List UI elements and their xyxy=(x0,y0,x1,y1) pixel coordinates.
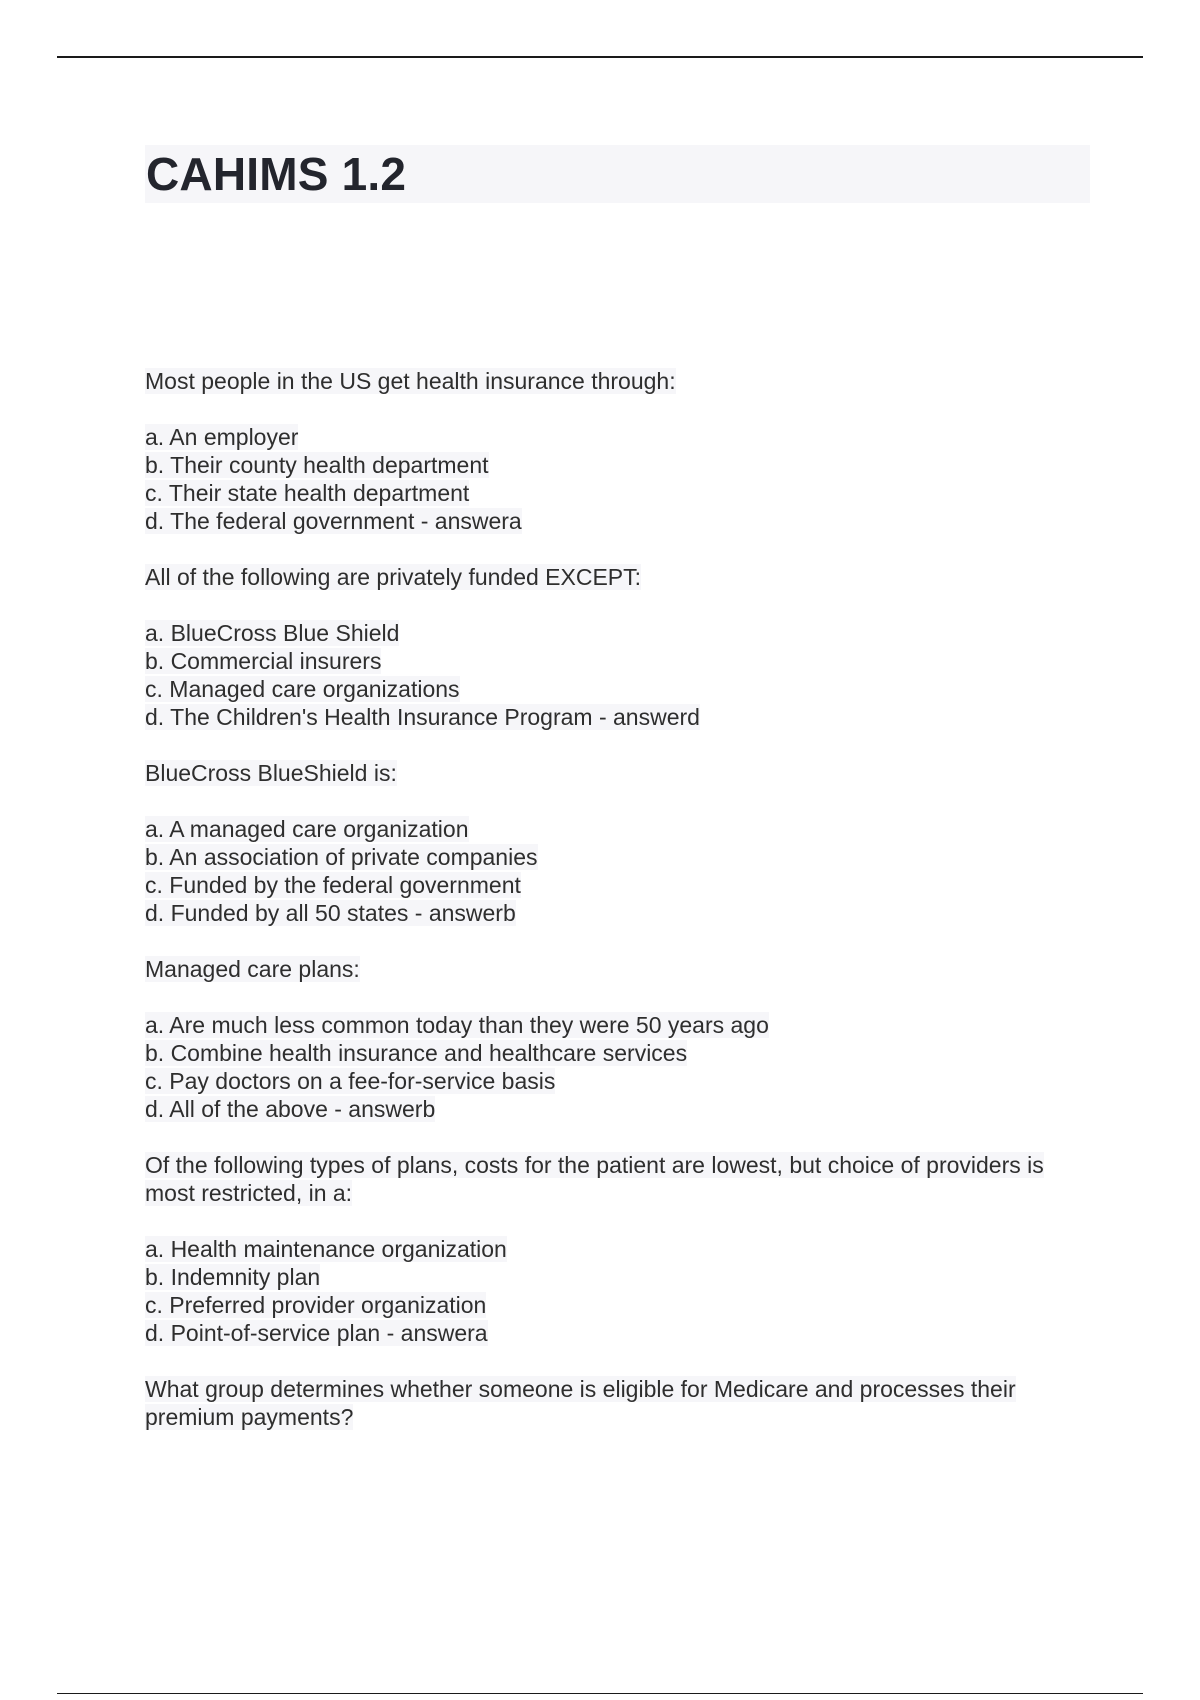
option-list xyxy=(145,1235,1085,1347)
option-item: c. Funded by the federal government xyxy=(145,872,521,898)
option-item: d. Funded by all 50 states - answerb xyxy=(145,900,516,926)
top-rule xyxy=(57,56,1143,58)
question-text: Of the following types of plans, costs for the patient are lowest, but choice of providers is most restricted, in a: xyxy=(145,1152,1044,1206)
option-list xyxy=(145,619,1085,731)
option-item: c. Managed care organizations xyxy=(145,676,460,702)
question-block-2 xyxy=(145,563,1085,731)
page-title: CAHIMS 1.2 xyxy=(146,148,407,200)
option-item: c. Their state health department xyxy=(145,480,470,506)
option-item: b. Indemnity plan xyxy=(145,1264,321,1290)
question-text: Managed care plans: xyxy=(145,956,360,982)
option-list xyxy=(145,815,1085,927)
option-item: b. Commercial insurers xyxy=(145,648,382,674)
bottom-rule xyxy=(57,1693,1143,1694)
option-item: a. A managed care organization xyxy=(145,816,469,842)
option-item: a. Health maintenance organization xyxy=(145,1236,507,1262)
option-item: a. An employer xyxy=(145,424,299,450)
option-item: c. Preferred provider organization xyxy=(145,1292,487,1318)
option-item: c. Pay doctors on a fee-for-service basis xyxy=(145,1068,556,1094)
question-list xyxy=(145,367,1085,1459)
question-text: All of the following are privately funded EXCEPT: xyxy=(145,564,642,590)
question-block-3 xyxy=(145,759,1085,927)
question-text: What group determines whether someone is eligible for Medicare and processes their premium payments? xyxy=(145,1376,1016,1430)
option-item: d. All of the above - answerb xyxy=(145,1096,436,1122)
question-block-5 xyxy=(145,1151,1085,1347)
question-text: Most people in the US get health insurance through: xyxy=(145,368,676,394)
option-item: a. Are much less common today than they were 50 years ago xyxy=(145,1012,769,1038)
option-list xyxy=(145,423,1085,535)
option-item: b. Combine health insurance and healthcare services xyxy=(145,1040,688,1066)
question-block-4 xyxy=(145,955,1085,1123)
option-item: a. BlueCross Blue Shield xyxy=(145,620,400,646)
option-item: d. The Children's Health Insurance Program - answerd xyxy=(145,704,700,730)
question-block-1 xyxy=(145,367,1085,535)
option-item: b. Their county health department xyxy=(145,452,489,478)
question-block-6 xyxy=(145,1375,1085,1431)
option-item: b. An association of private companies xyxy=(145,844,538,870)
question-text: BlueCross BlueShield is: xyxy=(145,760,397,786)
option-item: d. The federal government - answera xyxy=(145,508,522,534)
option-list xyxy=(145,1011,1085,1123)
option-item: d. Point-of-service plan - answera xyxy=(145,1320,488,1346)
